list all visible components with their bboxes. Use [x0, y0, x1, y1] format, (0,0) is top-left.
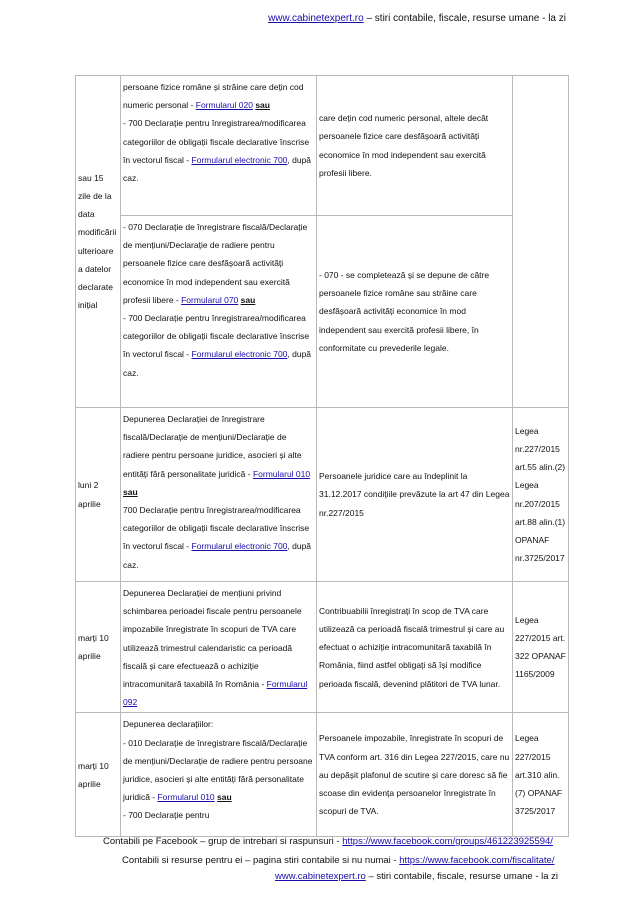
obligation-cell: Depunerea Declarației de înregistrare fiscală/Declarație de mențiuni/Declarație de radiere pentru persoane juridice, asocieri și alte entități fără personalitate juridică - Formularul 010 sau 700 Declarație pentru înregistrarea/modificarea categoriilor de obligații fiscale declarative înscrise în vectorul fiscal - Formularul electronic 700, după caz.: [121, 408, 317, 582]
form-010-link[interactable]: Formularul 010: [157, 792, 215, 803]
legal-basis-cell: [513, 76, 569, 408]
page-header: [268, 13, 566, 25]
table-row: [76, 713, 569, 837]
footer-facebook-group: Contabili pe Facebook – grup de intrebari si raspunsuri - https://www.facebook.com/groups/461223925594/: [103, 836, 553, 847]
form-700-link[interactable]: Formularul electronic 700: [191, 541, 288, 552]
taxpayer-cell: Contribuabilii înregistrați în scop de TVA care utilizează ca perioadă fiscală trimestrul și care au efectuat o achiziție intracomunitară taxabilă în România, fiind astfel obligați să își modifice perioada fiscală, devenind plătitori de TVA lunar.: [317, 582, 513, 713]
obligation-cell: persoane fizice române și străine care dețin cod numeric personal - Formularul 020 sau - 700 Declarație pentru înregistrarea/modificarea categoriilor de obligații fiscale declarative înscrise în vectorul fiscal - Formularul electronic 700, după caz.: [121, 76, 317, 216]
header-tagline: – stiri contabile, fiscale, resurse umane - la zi: [363, 13, 566, 24]
sau-label: sau: [123, 486, 138, 497]
form-700-link[interactable]: Formularul electronic 700: [191, 154, 288, 165]
form-010-link[interactable]: Formularul 010: [252, 468, 311, 479]
obligation-cell: Depunerea declarațiilor: - 010 Declarație de înregistrare fiscală/Declarație de mențiuni/Declarație de radiere pentru persoane juridice, asocieri și alte entități fără personalitate juridică - Formularul 010 sau - 700 Declarație pentru: [121, 713, 317, 837]
obligation-cell: - 070 Declarație de înregistrare fiscală/Declarație de mențiuni/Declarație de radiere pentru persoanele fizice care desfășoară activități economice în mod independent sau exercită profesii libere - Formularul 070 sau - 700 Declarație pentru înregistrarea/modificarea categoriilor de obligații fiscale declarative înscrise în vectorul fiscal - Formularul electronic 700, după caz.: [121, 216, 317, 408]
legal-basis-cell: Legea nr.227/2015 art.55 alin.(2) Legea nr.207/2015 art.88 alin.(1) OPANAF nr.3725/2017: [513, 408, 569, 582]
sau-label: sau: [255, 100, 270, 111]
sau-label: sau: [217, 792, 232, 803]
table-row: [76, 76, 569, 216]
legal-basis-cell: Legea 227/2015 art. 322 OPANAF 1165/2009: [513, 582, 569, 713]
footer-facebook-page: Contabili si resurse pentru ei – pagina stiri contabile si nu numai - https://www.facebook.com/fiscalitate/: [122, 855, 555, 866]
taxpayer-cell: Persoanele impozabile, înregistrate în scopuri de TVA conform art. 316 din Legea 227/2015, care nu au depășit plafonul de scutire și care doresc să fie scoase din evidența persoanelor înregistrate în scopuri de TVA.: [317, 713, 513, 837]
deadline-cell: marți 10 aprilie: [76, 582, 121, 713]
legal-basis-cell: Legea 227/2015 art.310 alin.(7) OPANAF 3725/2017: [513, 713, 569, 837]
facebook-group-link[interactable]: https://www.facebook.com/groups/461223925594/: [342, 836, 553, 847]
header-site-link[interactable]: www.cabinetexpert.ro: [268, 13, 364, 24]
obligation-cell: Depunerea Declarației de mențiuni privind schimbarea perioadei fiscale pentru persoanele impozabile înregistrate în scopuri de TVA care utilizează trimestrul calendaristic ca perioadă fiscală și care efectuează o achiziție intracomunitară taxabilă în România - Formularul 092: [121, 582, 317, 713]
deadline-cell: marți 10 aprilie: [76, 713, 121, 837]
form-700-link[interactable]: Formularul electronic 700: [191, 349, 288, 360]
deadline-cell: luni 2 aprilie: [76, 408, 121, 582]
taxpayer-cell: - 070 - se completează și se depune de către persoanele fizice române sau străine care desfășoară activități economice în mod independent sau exercită profesii libere, în conformitate cu prevederile legale.: [317, 216, 513, 408]
form-092-link[interactable]: Formularul 092: [123, 679, 308, 708]
footer-site: www.cabinetexpert.ro – stiri contabile, fiscale, resurse umane - la zi: [275, 871, 559, 882]
table-row: [76, 582, 569, 713]
facebook-page-link[interactable]: https://www.facebook.com/fiscalitate/: [399, 855, 555, 866]
table-row: [76, 408, 569, 582]
taxpayer-cell: care dețin cod numeric personal, altele decât persoanele fizice care desfășoară activități economice în mod independent sau exercită profesii libere.: [317, 76, 513, 216]
sau-label: sau: [240, 294, 256, 305]
table-row: [76, 216, 569, 408]
deadline-cell: sau 15 zile de la data modificării ulterioare a datelor declarate inițial: [76, 76, 121, 408]
footer-site-link[interactable]: www.cabinetexpert.ro: [275, 871, 366, 882]
taxpayer-cell: Persoanele juridice care au îndeplinit la 31.12.2017 condițiile prevăzute la art 47 din Legea nr.227/2015: [317, 408, 513, 582]
form-070-link[interactable]: Formularul 070: [181, 294, 239, 305]
form-020-link[interactable]: Formularul 020: [195, 100, 253, 111]
calendar-table: [75, 75, 569, 837]
